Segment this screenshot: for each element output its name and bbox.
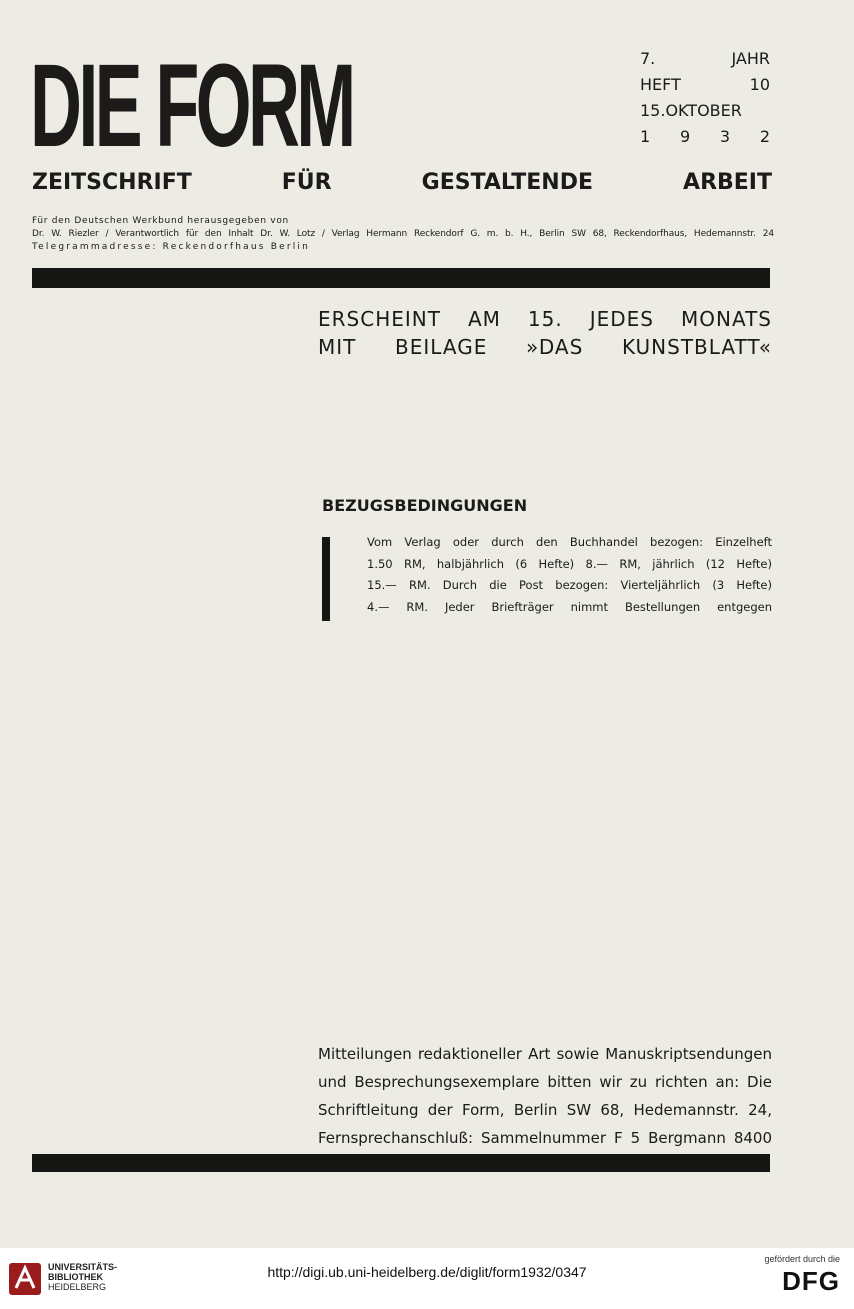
dfg-logo: DFG — [782, 1266, 840, 1296]
issue-year-number: 1 9 3 2 — [640, 127, 770, 146]
library-name[interactable]: UNIVERSITÄTS- BIBLIOTHEK HEIDELBERG — [48, 1262, 118, 1292]
schedule-line-1: ERSCHEINT AM 15. JEDES MONATS — [318, 307, 772, 331]
viewer-footer — [0, 1248, 854, 1309]
permalink-url[interactable]: http://digi.ub.uni-heidelberg.de/diglit/form1932/0347 — [267, 1264, 587, 1280]
issue-year: 7. JAHR — [640, 49, 770, 68]
masthead-title: DIE FORM — [30, 40, 353, 172]
dfg-credit[interactable] — [764, 1254, 840, 1297]
notice-line: Mitteilungen redaktioneller Art sowie Manuskriptsendungen — [318, 1045, 772, 1063]
schedule-line-2: MIT BEILAGE »DAS KUNSTBLATT« — [318, 335, 772, 359]
subscription-accent-bar — [322, 537, 330, 621]
subscription-terms — [367, 532, 772, 618]
notice-line: und Besprechungsexemplare bitten wir zu richten an: Die — [318, 1073, 772, 1091]
issue-date: 15.OKTOBER — [640, 101, 742, 120]
top-divider — [32, 268, 770, 288]
terms-line: 4.— RM. Jeder Briefträger nimmt Bestellungen entgegen — [367, 599, 772, 614]
issue-number: HEFT 10 — [640, 75, 770, 94]
publisher-info — [32, 215, 774, 254]
publication-schedule — [318, 305, 772, 361]
issue-info — [640, 46, 770, 150]
editorial-notice — [318, 1040, 772, 1152]
publisher-line-2: Dr. W. Riezler / Verantwortlich für den Inhalt Dr. W. Lotz / Verlag Hermann Reckendorf G. m. b. H., Berlin SW 68, Reckendorfhaus, Hedemannstr. 24 — [32, 229, 774, 239]
publisher-line-1: Für den Deutschen Werkbund herausgegeben von — [32, 216, 289, 226]
masthead-subtitle: ZEITSCHRIFT FÜR GESTALTENDE ARBEIT — [32, 170, 772, 195]
terms-line: Vom Verlag oder durch den Buchhandel bezogen: Einzelheft — [367, 535, 772, 549]
bottom-divider — [32, 1154, 770, 1172]
subscription-heading: BEZUGSBEDINGUNGEN — [322, 496, 528, 515]
notice-line: Fernsprechanschluß: Sammelnummer F 5 Bergmann 8400 — [318, 1129, 772, 1147]
terms-line: 1.50 RM, halbjährlich (6 Hefte) 8.— RM, jährlich (12 Hefte) — [367, 556, 772, 571]
notice-line: Schriftleitung der Form, Berlin SW 68, Hedemannstr. 24, — [318, 1101, 772, 1119]
dfg-caption: gefördert durch die — [764, 1254, 840, 1264]
publisher-line-3: Telegrammadresse: Reckendorfhaus Berlin — [32, 242, 311, 252]
terms-line: 15.— RM. Durch die Post bezogen: Vierteljährlich (3 Hefte) — [367, 578, 772, 592]
